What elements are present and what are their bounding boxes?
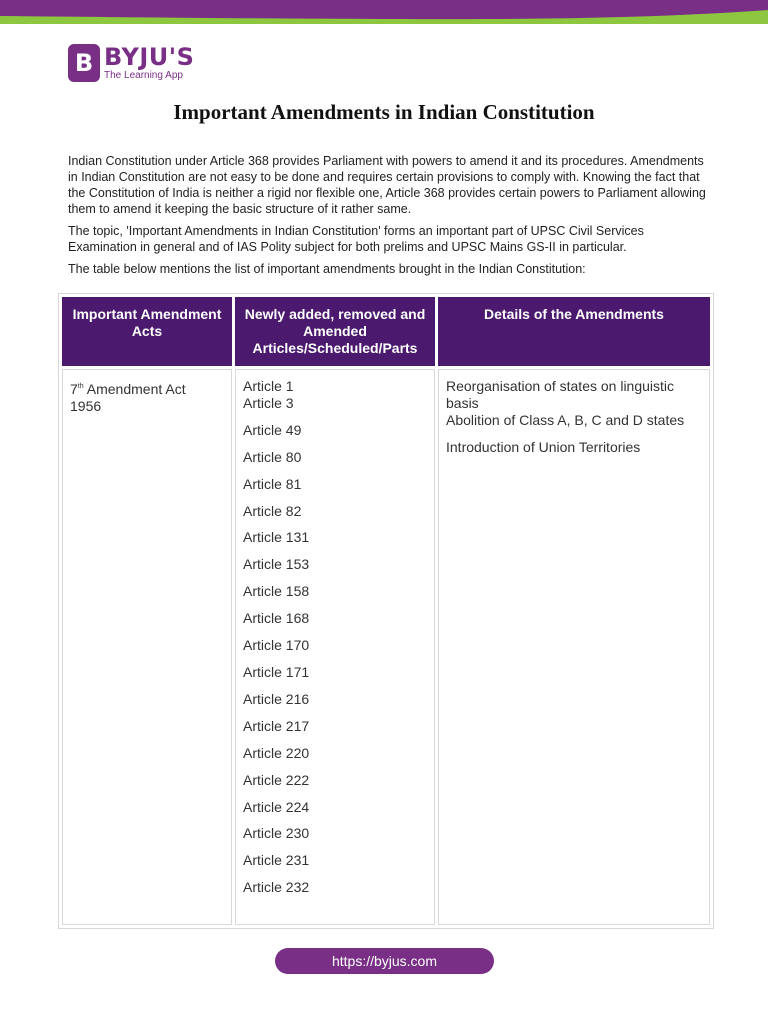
list-item: Article 216 (243, 690, 310, 707)
intro-section (68, 153, 708, 283)
logo-mark-icon: B (68, 44, 100, 82)
list-item: Article 168 (243, 610, 310, 627)
header-amendment-acts: Important Amendment Acts (62, 297, 232, 366)
list-item: Article 131 (243, 529, 310, 546)
list-item: Article 224 (243, 798, 310, 815)
intro-paragraph-3: The table below mentions the list of important amendments brought in the Indian Constitution: (68, 262, 586, 276)
list-item: Article 232 (243, 879, 310, 896)
intro-paragraph-1: Indian Constitution under Article 368 provides Parliament with powers to amend it and its procedures. Amendments in Indian Constitution are not easy to be done and requires certain provisions to comply with. Knowing the fact that the Constitution of India is neither a rigid nor flexible one, Article 368 provides certain powers to Parliament allowing them to amend it keeping the basic structure of it rather same. (68, 154, 706, 216)
articles-cell (235, 369, 435, 925)
list-item: Article 220 (243, 744, 310, 761)
act-year: 1956 (70, 398, 102, 414)
list-item: Article 49 (243, 421, 302, 438)
list-item: Article 230 (243, 825, 310, 842)
act-cell (62, 369, 232, 925)
header-articles: Newly added, removed and Amended Articles/Scheduled/Parts (235, 297, 435, 366)
list-item: Article 158 (243, 583, 310, 600)
list-item: Article 82 (243, 502, 302, 519)
amendments-table (58, 293, 714, 929)
list-item: Article 217 (243, 717, 310, 734)
act-label: Amendment Act (83, 381, 186, 397)
logo-tagline: The Learning App (104, 69, 183, 81)
list-item: Article 222 (243, 771, 310, 788)
website-link-button[interactable]: https://byjus.com (275, 948, 494, 974)
act-number: 7 (70, 381, 78, 397)
logo-name: BYJU'S (104, 42, 195, 71)
list-item: Article 171 (243, 663, 310, 680)
act-ordinal: th (77, 383, 84, 390)
detail-item: Introduction of Union Territories (446, 439, 641, 455)
intro-paragraph-2: The topic, 'Important Amendments in Indian Constitution' forms an important part of UPSC Civil Services Examination in general and of IAS Polity subject for both prelims and UPSC Mains GS-II in particular. (68, 224, 644, 254)
list-item: Article 1 (243, 378, 294, 394)
list-item: Article 80 (243, 448, 302, 465)
top-decorative-bar (0, 0, 768, 24)
list-item: Article 3 (243, 394, 294, 411)
list-item: Article 231 (243, 852, 310, 869)
header-details: Details of the Amendments (438, 297, 710, 366)
list-item: Article 153 (243, 556, 310, 573)
details-cell (438, 369, 710, 925)
list-item: Article 81 (243, 475, 302, 492)
page-title: Important Amendments in Indian Constitution (173, 100, 595, 124)
table-header-row (62, 297, 710, 366)
detail-item: Abolition of Class A, B, C and D states (446, 412, 685, 428)
detail-item: Reorganisation of states on linguistic basis (446, 378, 675, 411)
list-item: Article 170 (243, 637, 310, 654)
table-row (62, 369, 710, 925)
byjus-logo (68, 44, 194, 82)
